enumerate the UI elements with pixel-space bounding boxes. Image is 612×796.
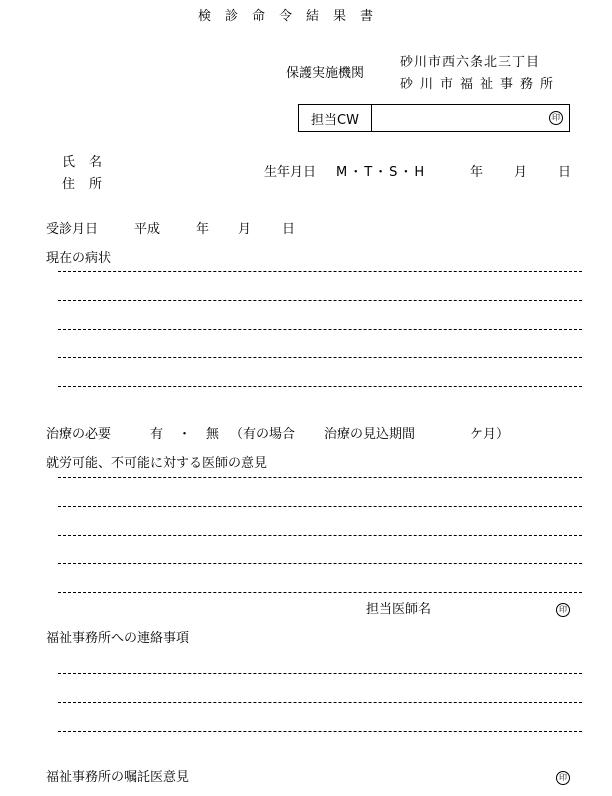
cw-input[interactable] — [373, 105, 567, 131]
work-opinion-line[interactable] — [58, 506, 582, 507]
condition-line[interactable] — [58, 386, 582, 387]
treatment-months: ケ月） — [470, 427, 510, 442]
treatment-note-open: （有の場合 — [230, 427, 296, 442]
treatment-no[interactable]: 無 — [206, 427, 220, 442]
exam-year: 年 — [196, 222, 210, 237]
exam-era: 平成 — [134, 222, 161, 237]
contact-line[interactable] — [58, 731, 582, 732]
work-opinion-line[interactable] — [58, 477, 582, 478]
condition-line[interactable] — [58, 271, 582, 272]
work-opinion-line[interactable] — [58, 592, 582, 593]
work-opinion-line[interactable] — [58, 563, 582, 564]
exam-date-label: 受診月日 — [46, 222, 99, 237]
condition-line[interactable] — [58, 357, 582, 358]
birth-month: 月 — [514, 165, 528, 180]
name-label: 氏名 — [62, 155, 117, 170]
exam-day: 日 — [282, 222, 296, 237]
birth-label: 生年月日 — [264, 165, 317, 180]
birth-year: 年 — [470, 165, 484, 180]
treatment-period-label: 治療の見込期間 — [324, 427, 416, 442]
condition-line[interactable] — [58, 300, 582, 301]
condition-label: 現在の病状 — [46, 251, 112, 266]
condition-line[interactable] — [58, 329, 582, 330]
commission-seal-icon: 印 — [556, 771, 570, 785]
doctor-label: 担当医師名 — [366, 602, 432, 617]
address-label: 住所 — [62, 177, 117, 192]
work-opinion-label: 就労可能、不可能に対する医師の意見 — [46, 456, 268, 471]
cw-seal-icon: 印 — [549, 111, 563, 125]
page-title: 検診命令結果書 — [198, 9, 388, 24]
cw-box — [298, 104, 570, 132]
cw-label: 担当CW — [299, 105, 372, 131]
contact-label: 福祉事務所への連絡事項 — [46, 631, 190, 646]
treatment-yes[interactable]: 有 — [150, 427, 164, 442]
treatment-label: 治療の必要 — [46, 427, 112, 442]
institution-office: 砂川市福祉事務所 — [400, 77, 561, 92]
institution-address: 砂川市西六条北三丁目 — [400, 55, 541, 70]
exam-month: 月 — [238, 222, 252, 237]
era-options: M・T・S・H — [336, 165, 427, 180]
work-opinion-line[interactable] — [58, 535, 582, 536]
commission-label: 福祉事務所の嘱託医意見 — [46, 770, 190, 785]
contact-line[interactable] — [58, 702, 582, 703]
institution-label: 保護実施機関 — [286, 66, 365, 81]
treatment-separator: ・ — [178, 427, 192, 442]
birth-day: 日 — [558, 165, 572, 180]
doctor-seal-icon: 印 — [556, 603, 570, 617]
contact-line[interactable] — [58, 673, 582, 674]
